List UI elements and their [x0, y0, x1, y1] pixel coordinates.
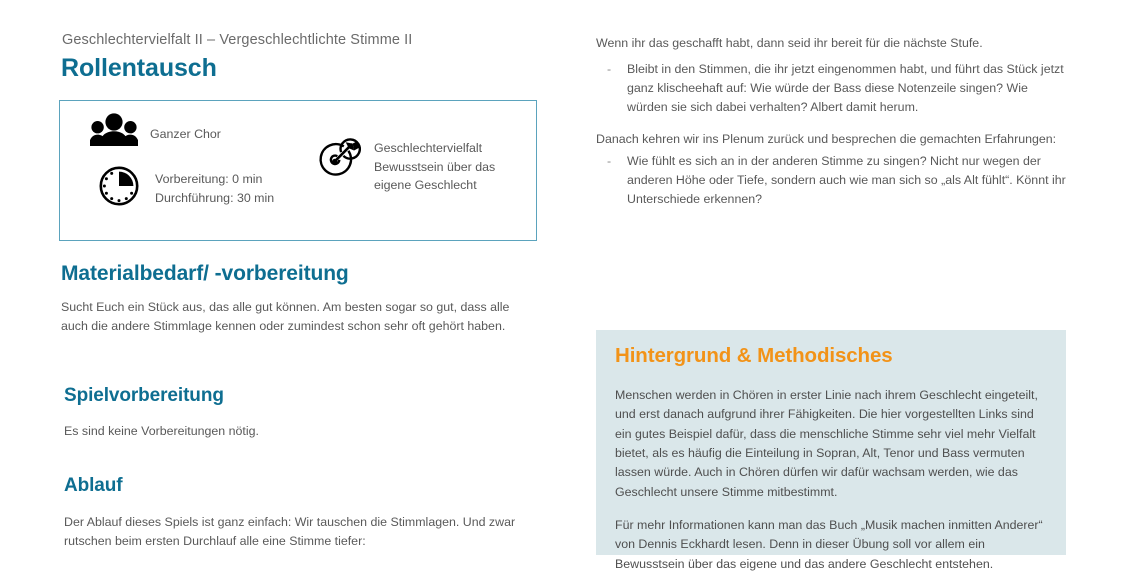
time-labels [155, 165, 274, 207]
target-arrow-icon [315, 137, 361, 188]
method-box-paragraph-2: Für mehr Informationen kann man das Buch „Musik machen inmitten Anderer“ von Dennis Eckhardt lesen. Denn in dieser Übung soll vor allem ein Bewusstsein über das eigene und das andere Geschlecht entstehen. [615, 518, 1043, 571]
activity-info-box [59, 100, 537, 241]
goal-line-1: Geschlechtervielfalt [374, 141, 483, 155]
right-mid-text: Danach kehren wir ins Plenum zurück und besprechen die gemachten Erfahrungen: [596, 132, 1057, 146]
section-procedure [64, 475, 534, 551]
list-item-text: Bleibt in den Stimmen, die ihr jetzt eingenommen habt, und führt das Stück jetzt ganz klischeehaft auf: Wie würde der Bass diese Notenzeile singen? Wie würden sie sich dabei verhalten? Albert damit herum. [627, 62, 1064, 115]
dash-bullet-icon: - [607, 62, 612, 76]
left-column [59, 0, 559, 555]
info-row-goal [315, 137, 495, 195]
page-title: Rollentausch [61, 54, 217, 82]
list-item [596, 60, 1066, 118]
time-preparation: Vorbereitung: 0 min [155, 172, 263, 186]
goal-line-3: eigene Geschlecht [374, 178, 477, 193]
section-procedure-heading: Ablauf [64, 475, 123, 496]
time-duration: Durchführung: 30 min [155, 190, 275, 205]
participants-label: Ganzer Chor [150, 127, 221, 141]
page-kicker: Geschlechtervielfalt II – Vergeschlechtlichte Stimme II [62, 32, 413, 48]
section-material-text: Sucht Euch ein Stück aus, das alle gut können. Am besten sogar so gut, dass alle auch die andere Stimmlage kennen oder zumindest schon sehr oft gehört haben. [61, 300, 510, 334]
right-column [596, 0, 1086, 571]
section-material [61, 262, 531, 336]
right-intro-text: Wenn ihr das geschafft habt, dann seid ihr bereit für die nächste Stufe. [596, 36, 983, 50]
list-item-text: Wie fühlt es sich an in der anderen Stimme zu singen? Nicht nur wegen der anderen Höhe oder Tiefe, sondern auch wie man sich so „als Alt fühlt“. Könnt ihr Unterschiede erkennen? [627, 154, 1066, 207]
goal-line-2: Bewusstsein über das [374, 159, 496, 174]
section-material-heading: Materialbedarf/ -vorbereitung [61, 262, 349, 285]
group-people-icon [90, 113, 138, 152]
section-preparation [64, 385, 534, 441]
clock-icon [98, 165, 140, 212]
section-procedure-text: Der Ablauf dieses Spiels ist ganz einfach: Wir tauschen die Stimmlagen. Und zwar rutschen beim ersten Durchlauf alle eine Stimme tiefer: [64, 515, 516, 549]
goal-labels [374, 137, 495, 195]
info-row-participants [90, 113, 221, 152]
method-box-heading: Hintergrund & Methodisches [615, 344, 893, 367]
list-item [596, 152, 1066, 210]
section-preparation-heading: Spielvorbereitung [64, 385, 224, 406]
info-row-time [98, 165, 274, 212]
background-method-box [596, 330, 1066, 571]
dash-bullet-icon: - [607, 154, 612, 168]
method-box-paragraph-1: Menschen werden in Chören in erster Linie nach ihrem Geschlecht eingeteilt, und erst danach aufgrund ihrer Fähigkeiten. Die hier vorgestellten Links sind ein gutes Beispiel dafür, dass die menschliche Stimme sehr viel mehr Vielfalt bietet, als es häufig die Einteilung in Sopran, Alt, Tenor und Bass vermuten lassen würde. Auch in Chören dürfen wir dafür wachsam werden, wie das Geschlecht unsere Stimme mitbestimmt. [615, 388, 1038, 499]
section-preparation-text: Es sind keine Vorbereitungen nötig. [64, 424, 259, 438]
right-list-second [596, 152, 1066, 210]
right-list-first [596, 60, 1066, 118]
